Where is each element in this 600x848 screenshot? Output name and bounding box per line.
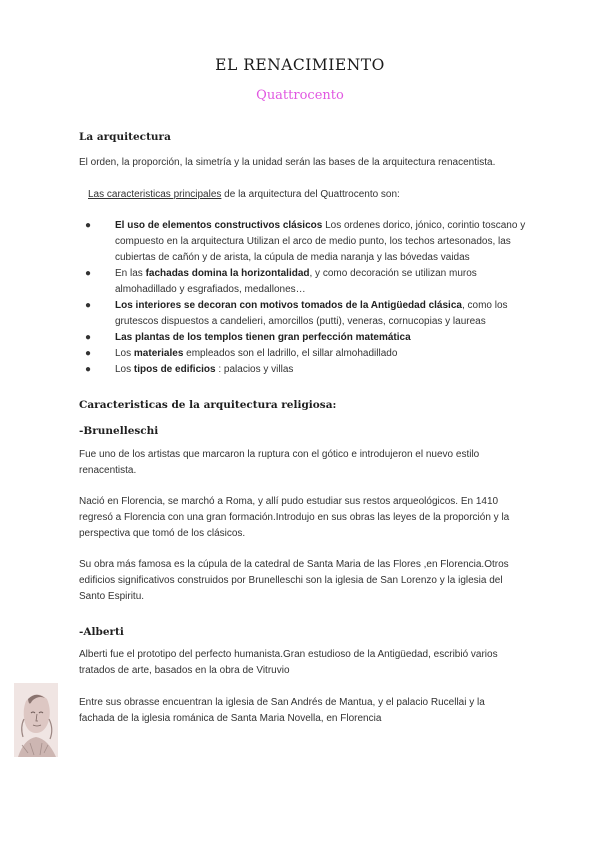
page-subtitle: Quattrocento [256,88,344,103]
list-item-text: empleados son el ladrillo, el sillar almohadillado [183,348,398,359]
brunelleschi-paragraph-1: Fue uno de los artistas que marcaron la ruptura con el gótico e introdujeron el nuevo estilo renacentista. [79,449,480,476]
bullet-icon: ● [85,348,92,359]
principal-features-rest: de la arquitectura del Quattrocento son: [221,189,400,200]
list-item-bold: fachadas domina la horizontalidad [145,268,310,279]
intro-paragraph: El orden, la proporción, la simetría y la unidad serán las bases de la arquitectura renacentista. [79,157,496,168]
section-heading-religiosa: Caracteristicas de la arquitectura religiosa: [79,399,337,411]
section-heading-arquitectura: La arquitectura [79,131,171,143]
bullet-icon: ● [85,300,92,311]
list-item-text: : palacios y villas [215,364,294,375]
list-item-bold: tipos de edificios [133,364,216,375]
bullet-icon: ● [85,268,92,279]
features-list [80,218,530,378]
list-item-bold: Los interiores se decoran con motivos tomados de la Antigüedad clásica [115,300,462,311]
list-item [80,346,530,362]
portrait-sketch-image [14,683,58,757]
bullet-icon: ● [85,332,92,343]
list-item-text: , como los grutescos dispuestos a candelieri, amorcillos (putti), veneras, cornucopias y laureas [115,300,508,327]
list-item-pre: Los [115,348,134,359]
subheading-brunelleschi: -Brunelleschi [79,425,159,437]
list-item-bold: El uso de elementos constructivos clásicos [115,220,323,231]
list-item-pre: Los [115,364,134,375]
brunelleschi-paragraph-3: Su obra más famosa es la cúpula de la catedral de Santa Maria de las Flores ,en Florencia.Otros edificios significativos construidos por Brunelleschi son la iglesia de San Lorenzo y la iglesia del Santo Espiritu. [79,559,509,602]
list-item-pre: En las [115,268,146,279]
list-item-bold: Las plantas de los templos tienen gran perfección matemática [115,332,411,343]
bullet-icon: ● [85,364,92,375]
subheading-alberti: -Alberti [79,626,124,638]
list-item [80,266,530,298]
list-item [80,218,530,266]
brunelleschi-paragraph-2: Nació en Florencia, se marchó a Roma, y allí pudo estudiar sus restos arqueológicos. En 1410 regresó a Florencia con una gran formación.Introdujo en sus obras las leyes de la proporción y la perspectiva que tomó de los clásicos. [79,496,510,539]
page-title: EL RENACIMIENTO [215,56,385,74]
alberti-paragraph-2: Entre sus obrasse encuentran la iglesia de San Andrés de Mantua, y el palacio Rucellai y la fachada de la iglesia románica de Santa Maria Novella, en Florencia [79,697,485,724]
list-item [80,362,530,378]
list-item-bold: materiales [133,348,184,359]
list-item-text: Los ordenes dorico, jónico, corintio toscano y compuesto en la arquitectura Utilizan el arco de medio punto, los techos artesonados, las cubiertas de cañón y de arista, la cúpula de media naranja y las bóvedas vaidas [115,220,526,263]
list-item [80,330,530,346]
list-item-text: , y como decoración se utilizan muros almohadillado y esgrafiados, medallones… [115,268,477,295]
principal-features-line [88,187,400,203]
list-item [80,298,530,330]
alberti-paragraph-1: Alberti fue el prototipo del perfecto humanista.Gran estudioso de la Antigüedad, escribió varios tratados de arte, basados en la obra de Vitruvio [79,649,498,676]
principal-features-underlined: Las caracteristicas principales [88,189,222,200]
bullet-icon: ● [85,220,92,231]
